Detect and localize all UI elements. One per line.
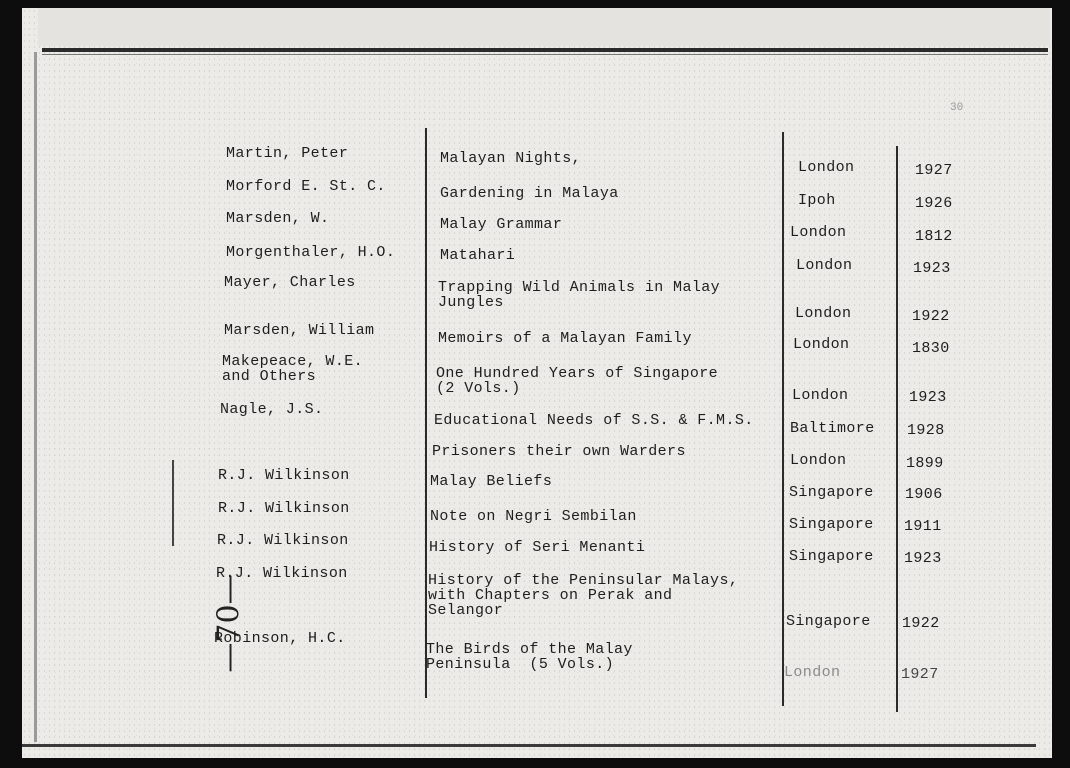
place-cell: Singapore: [789, 484, 874, 501]
bottom-rule: [22, 744, 1036, 747]
author-cell: R.J. Wilkinson: [217, 532, 349, 549]
margin-bracket: [172, 460, 174, 546]
title-cell: Trapping Wild Animals in Malay Jungles: [438, 279, 721, 311]
place-cell: Baltimore: [790, 420, 875, 437]
column-rule-title: [425, 128, 427, 698]
author-cell: Mayer, Charles: [224, 274, 356, 291]
title-cell: Gardening in Malaya: [440, 185, 619, 202]
place-cell: London: [798, 159, 855, 176]
document-page: [22, 8, 1052, 758]
title-cell: Malayan Nights,: [440, 150, 582, 167]
place-cell: London: [795, 305, 852, 322]
author-cell: R.J. Wilkinson: [218, 500, 350, 517]
top-rule: [42, 48, 1048, 52]
title-cell: The Birds of the Malay Peninsula (5 Vols.): [426, 641, 633, 673]
year-cell: 1927: [915, 162, 953, 179]
title-cell: Prisoners their own Warders: [432, 443, 686, 460]
year-cell: 1927: [901, 666, 939, 683]
place-cell: Singapore: [789, 516, 874, 533]
title-cell: Malay Beliefs: [430, 473, 553, 490]
year-cell: 1923: [913, 260, 951, 277]
year-cell: 1911: [904, 518, 942, 535]
title-cell: Matahari: [440, 247, 516, 264]
title-cell: Note on Negri Sembilan: [430, 508, 637, 525]
author-cell: R.J. Wilkinson: [216, 565, 348, 582]
place-cell: London: [784, 664, 841, 681]
year-cell: 1926: [915, 195, 953, 212]
author-cell: Marsden, William: [224, 322, 375, 339]
year-cell: 1928: [907, 422, 945, 439]
title-cell: Educational Needs of S.S. & F.M.S.: [434, 412, 754, 429]
page-number: —70—: [211, 574, 247, 673]
corner-mark: 30: [950, 102, 964, 114]
year-cell: 1899: [906, 455, 944, 472]
title-cell: History of the Peninsular Malays, with Chapters on Perak and Selangor: [428, 572, 739, 619]
place-cell: London: [793, 336, 850, 353]
place-cell: Singapore: [789, 548, 874, 565]
place-cell: Singapore: [786, 613, 871, 630]
year-cell: 1830: [912, 340, 950, 357]
place-cell: London: [790, 452, 847, 469]
column-rule-place: [782, 132, 784, 706]
year-cell: 1923: [904, 550, 942, 567]
title-cell: One Hundred Years of Singapore (2 Vols.): [436, 365, 719, 397]
author-cell: Robinson, H.C.: [214, 630, 346, 647]
title-cell: Malay Grammar: [440, 216, 563, 233]
author-cell: Nagle, J.S.: [220, 401, 324, 418]
place-cell: Ipoh: [798, 192, 836, 209]
author-cell: Morford E. St. C.: [226, 178, 386, 195]
top-margin-band: [38, 8, 1050, 46]
author-cell: Martin, Peter: [226, 145, 349, 162]
year-cell: 1906: [905, 486, 943, 503]
author-cell: Makepeace, W.E. and Others: [222, 353, 364, 385]
place-cell: London: [796, 257, 853, 274]
author-cell: Marsden, W.: [226, 210, 330, 227]
year-cell: 1922: [912, 308, 950, 325]
column-rule-year: [896, 146, 898, 712]
title-cell: Memoirs of a Malayan Family: [438, 330, 692, 347]
author-cell: R.J. Wilkinson: [218, 467, 350, 484]
place-cell: London: [792, 387, 849, 404]
year-cell: 1922: [902, 615, 940, 632]
year-cell: 1812: [915, 228, 953, 245]
year-cell: 1923: [909, 389, 947, 406]
left-page-edge: [34, 52, 37, 742]
author-cell: Morgenthaler, H.O.: [226, 244, 396, 261]
top-rule-thin: [42, 54, 1048, 55]
place-cell: London: [790, 224, 847, 241]
title-cell: History of Seri Menanti: [429, 539, 646, 556]
